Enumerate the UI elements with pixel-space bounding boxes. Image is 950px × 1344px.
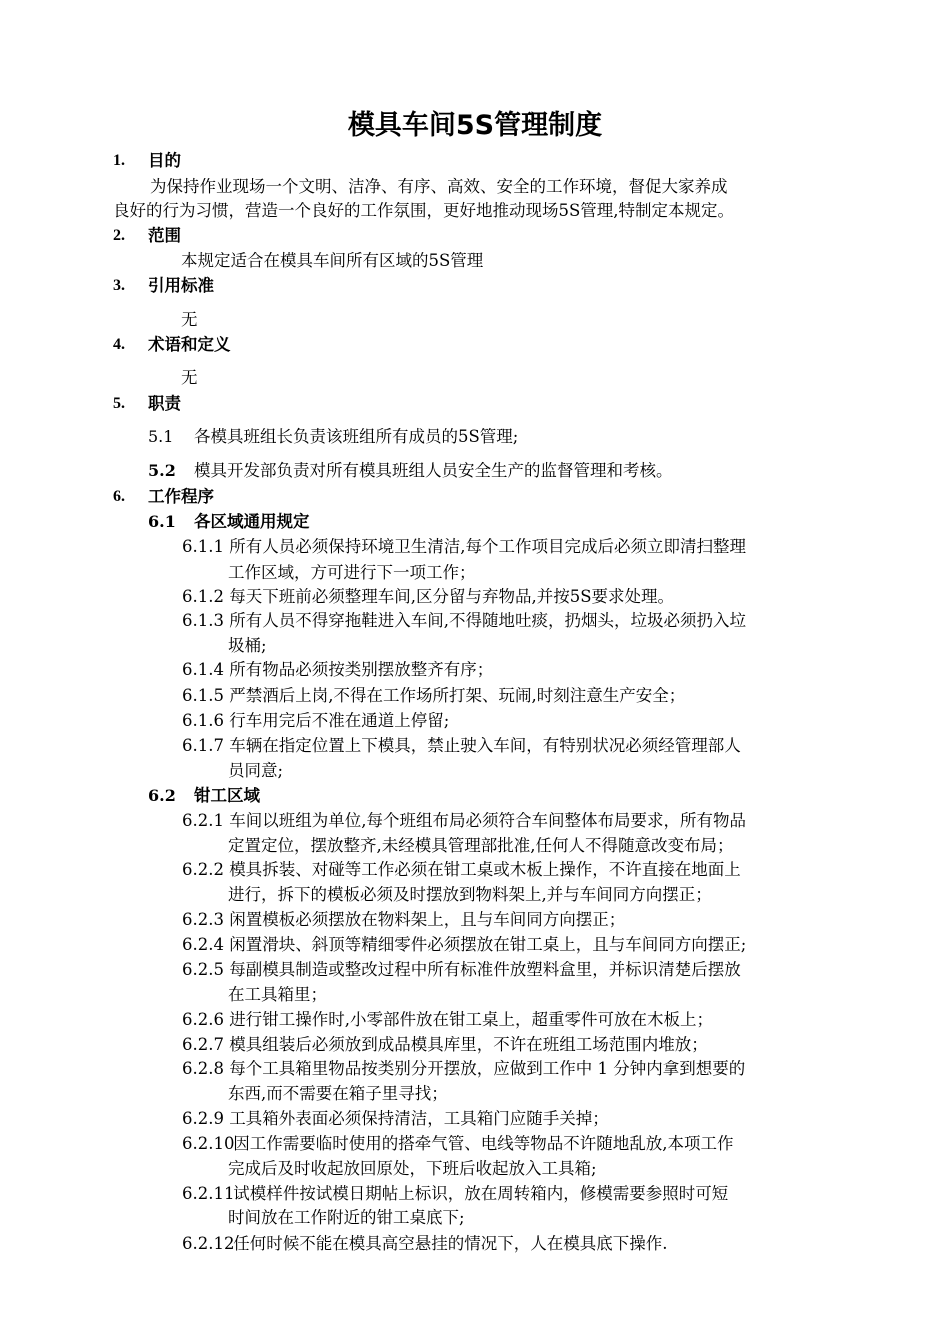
list-item <box>182 708 842 734</box>
item-number: 6.1.2 <box>182 587 224 606</box>
item-text: 严禁酒后上岗,不得在工作场所打架、玩闹,时刻注意生产安全； <box>229 686 686 705</box>
item-text-continued: 员同意; <box>228 761 284 780</box>
item-number: 6.2.10 <box>182 1134 235 1153</box>
list-item <box>182 584 842 610</box>
item-text-continued: 时间放在工作附近的钳工桌底下; <box>228 1208 465 1227</box>
item-text: 所有人员不得穿拖鞋进入车间,不得随地吐痰，扔烟头，垃圾必须扔入垃 <box>229 611 746 630</box>
item-text: 车辆在指定位置上下模具，禁止驶入车间，有特别状况必须经管理部人 <box>229 736 741 755</box>
section-6-number: 6. <box>113 488 125 505</box>
item-text-continued: 工作区域，方可进行下一项工作； <box>228 563 476 582</box>
section-5-heading: 职责 <box>148 394 181 413</box>
item-text: 闲置滑块、斜顶等精细零件必须摆放在钳工桌上，且与车间同方向摆正; <box>229 935 747 954</box>
list-item <box>182 907 842 933</box>
item-text-continued: 进行，拆下的模板必须及时摆放到物料架上,并与车间同方向摆正； <box>228 885 712 904</box>
subsection-6-2-number: 6.2 <box>148 786 176 805</box>
section-4-number: 4. <box>113 336 125 353</box>
item-number: 6.2.3 <box>182 910 224 929</box>
item-text: 所有人员必须保持环境卫生清洁,每个工作项目完成后必须立即清扫整理 <box>229 537 746 556</box>
item-number: 6.2.7 <box>182 1035 224 1054</box>
item-text-continued: 东西,而不需要在箱子里寻找； <box>228 1084 448 1103</box>
page-title: 模具车间5S管理制度 <box>347 110 603 141</box>
section-1-heading: 目的 <box>148 151 181 170</box>
list-item <box>182 608 842 634</box>
subsection-6-1-number: 6.1 <box>148 512 176 531</box>
list-item <box>182 657 842 683</box>
item-5-1-number: 5.1 <box>148 427 174 446</box>
item-text: 任何时候不能在模具高空悬挂的情况下，人在模具底下操作. <box>233 1234 668 1253</box>
list-item <box>182 1231 842 1257</box>
subsection-6-2-heading: 钳工区域 <box>194 786 260 805</box>
item-text: 每个工具箱里物品按类别分开摆放，应做到工作中 1 分钟内拿到想要的 <box>229 1059 746 1078</box>
item-text: 因工作需要临时使用的搭牵气管、电线等物品不许随地乱放,本项工作 <box>233 1134 734 1153</box>
item-text: 每天下班前必须整理车间,区分留与弃物品,并按5S要求处理。 <box>229 587 675 606</box>
item-number: 6.2.12 <box>182 1234 235 1253</box>
item-5-2-number: 5.2 <box>148 461 176 480</box>
item-number: 6.2.5 <box>182 960 224 979</box>
item-text: 行车用完后不准在通道上停留; <box>229 711 450 730</box>
list-item <box>182 1056 842 1082</box>
list-item <box>182 808 842 834</box>
item-text: 模具拆装、对碰等工作必须在钳工桌或木板上操作，不许直接在地面上 <box>229 860 741 879</box>
section-3-number: 3. <box>113 277 125 294</box>
list-item <box>182 1032 842 1058</box>
item-text: 所有物品必须按类别摆放整齐有序； <box>229 660 494 679</box>
item-number: 6.2.8 <box>182 1059 224 1078</box>
section-2-body: 本规定适合在模具车间所有区域的5S管理 <box>181 251 484 270</box>
section-6-heading: 工作程序 <box>148 487 214 506</box>
item-text: 闲置模板必须摆放在物料架上，且与车间同方向摆正； <box>229 910 626 929</box>
section-3-body: 无 <box>181 310 198 329</box>
list-item <box>182 733 842 759</box>
section-4-heading: 术语和定义 <box>148 335 231 354</box>
item-text: 车间以班组为单位,每个班组布局必须符合车间整体布局要求，所有物品 <box>229 811 746 830</box>
item-number: 6.1.5 <box>182 686 224 705</box>
list-item <box>182 1131 842 1157</box>
section-1-body-line2: 良好的行为习惯，营造一个良好的工作氛围，更好地推动现场5S管理,特制定本规定。 <box>113 201 735 220</box>
section-3-heading: 引用标准 <box>148 276 214 295</box>
list-item <box>182 683 842 709</box>
item-text-continued: 圾桶; <box>228 636 267 655</box>
item-number: 6.1.7 <box>182 736 224 755</box>
list-item <box>182 1181 842 1207</box>
item-5-2-text: 模具开发部负责对所有模具班组人员安全生产的监督管理和考核。 <box>194 461 673 480</box>
item-text: 进行钳工操作时,小零部件放在钳工桌上，超重零件可放在木板上； <box>229 1010 713 1029</box>
item-text-continued: 定置定位，摆放整齐,未经模具管理部批准,任何人不得随意改变布局； <box>228 836 734 855</box>
item-number: 6.2.1 <box>182 811 224 830</box>
item-5-1-text: 各模具班组长负责该班组所有成员的5S管理; <box>194 427 519 446</box>
section-5-number: 5. <box>113 395 125 412</box>
list-item <box>182 1007 842 1033</box>
item-number: 6.2.9 <box>182 1109 224 1128</box>
item-number: 6.1.3 <box>182 611 224 630</box>
subsection-6-1-heading: 各区域通用规定 <box>194 512 310 531</box>
section-1-number: 1. <box>113 152 125 169</box>
item-number: 6.1.1 <box>182 537 224 556</box>
section-2-number: 2. <box>113 227 125 244</box>
list-item <box>182 1106 842 1132</box>
list-item <box>182 932 842 958</box>
list-item <box>182 857 842 883</box>
item-number: 6.1.6 <box>182 711 224 730</box>
item-number: 6.2.11 <box>182 1184 235 1203</box>
item-number: 6.2.2 <box>182 860 224 879</box>
item-text-continued: 在工具箱里； <box>228 985 327 1004</box>
item-text: 模具组装后必须放到成品模具库里，不许在班组工场范围内堆放； <box>229 1035 708 1054</box>
item-number: 6.1.4 <box>182 660 224 679</box>
list-item <box>182 534 842 560</box>
item-text: 试模样件按试模日期帖上标识，放在周转箱内，修模需要参照时可短 <box>233 1184 729 1203</box>
item-text: 每副模具制造或整改过程中所有标准件放塑料盒里，并标识清楚后摆放 <box>229 960 741 979</box>
item-text-continued: 完成后及时收起放回原处，下班后收起放入工具箱; <box>228 1159 597 1178</box>
item-number: 6.2.4 <box>182 935 224 954</box>
item-number: 6.2.6 <box>182 1010 224 1029</box>
section-1-body-line1: 为保持作业现场一个文明、洁净、有序、高效、安全的工作环境，督促大家养成 <box>150 177 728 196</box>
section-4-body: 无 <box>181 368 198 387</box>
list-item <box>182 957 842 983</box>
item-text: 工具箱外表面必须保持清洁，工具箱门应随手关掉； <box>229 1109 609 1128</box>
section-2-heading: 范围 <box>148 226 181 245</box>
